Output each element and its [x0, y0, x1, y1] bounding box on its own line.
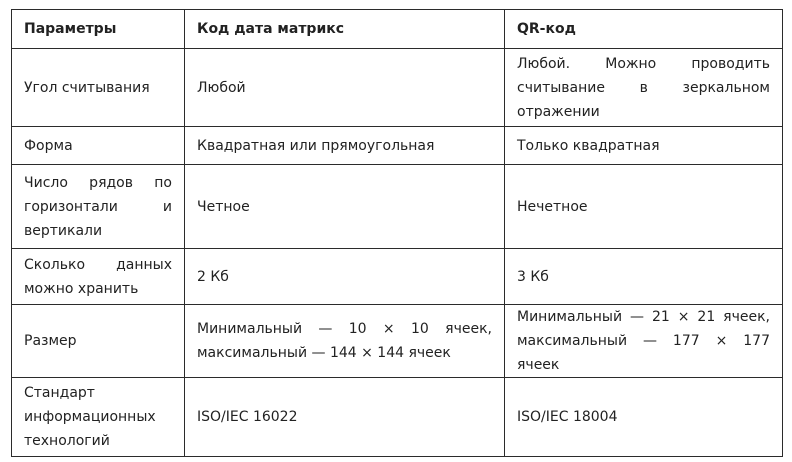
table-row — [12, 378, 783, 457]
cell-qr-code: ISO/IEC 18004 — [505, 378, 783, 457]
header-qr-code: QR-код — [505, 10, 783, 49]
table-row — [12, 165, 783, 249]
cell-data-matrix: Любой — [185, 49, 505, 127]
cell-qr-code: Только квадратная — [505, 127, 783, 165]
comparison-table-container — [11, 9, 783, 457]
cell-qr-code: Минимальный — 21 × 21 ячеек, максимальный — 177 × 177 ячеек — [505, 305, 783, 378]
table-row — [12, 305, 783, 378]
cell-data-matrix: 2 Кб — [185, 249, 505, 305]
table-header-row — [12, 10, 783, 49]
cell-data-matrix: ISO/IEC 16022 — [185, 378, 505, 457]
cell-parameter: Сколько данных можно хранить — [12, 249, 185, 305]
cell-data-matrix: Минимальный — 10 × 10 ячеек, максимальный — 144 × 144 ячеек — [185, 305, 505, 378]
header-data-matrix: Код дата матрикс — [185, 10, 505, 49]
header-parameters: Параметры — [12, 10, 185, 49]
table-row — [12, 127, 783, 165]
cell-qr-code: Нечетное — [505, 165, 783, 249]
cell-qr-code: 3 Кб — [505, 249, 783, 305]
cell-qr-code: Любой. Можно проводить считывание в зеркальном отражении — [505, 49, 783, 127]
cell-data-matrix: Квадратная или прямоугольная — [185, 127, 505, 165]
cell-parameter: Форма — [12, 127, 185, 165]
cell-parameter: Число рядов по горизонтали и вертикали — [12, 165, 185, 249]
comparison-table — [11, 9, 783, 457]
cell-parameter: Размер — [12, 305, 185, 378]
table-row — [12, 49, 783, 127]
cell-parameter: Угол считывания — [12, 49, 185, 127]
cell-parameter: Стандарт информационных технологий — [12, 378, 185, 457]
table-row — [12, 249, 783, 305]
cell-data-matrix: Четное — [185, 165, 505, 249]
